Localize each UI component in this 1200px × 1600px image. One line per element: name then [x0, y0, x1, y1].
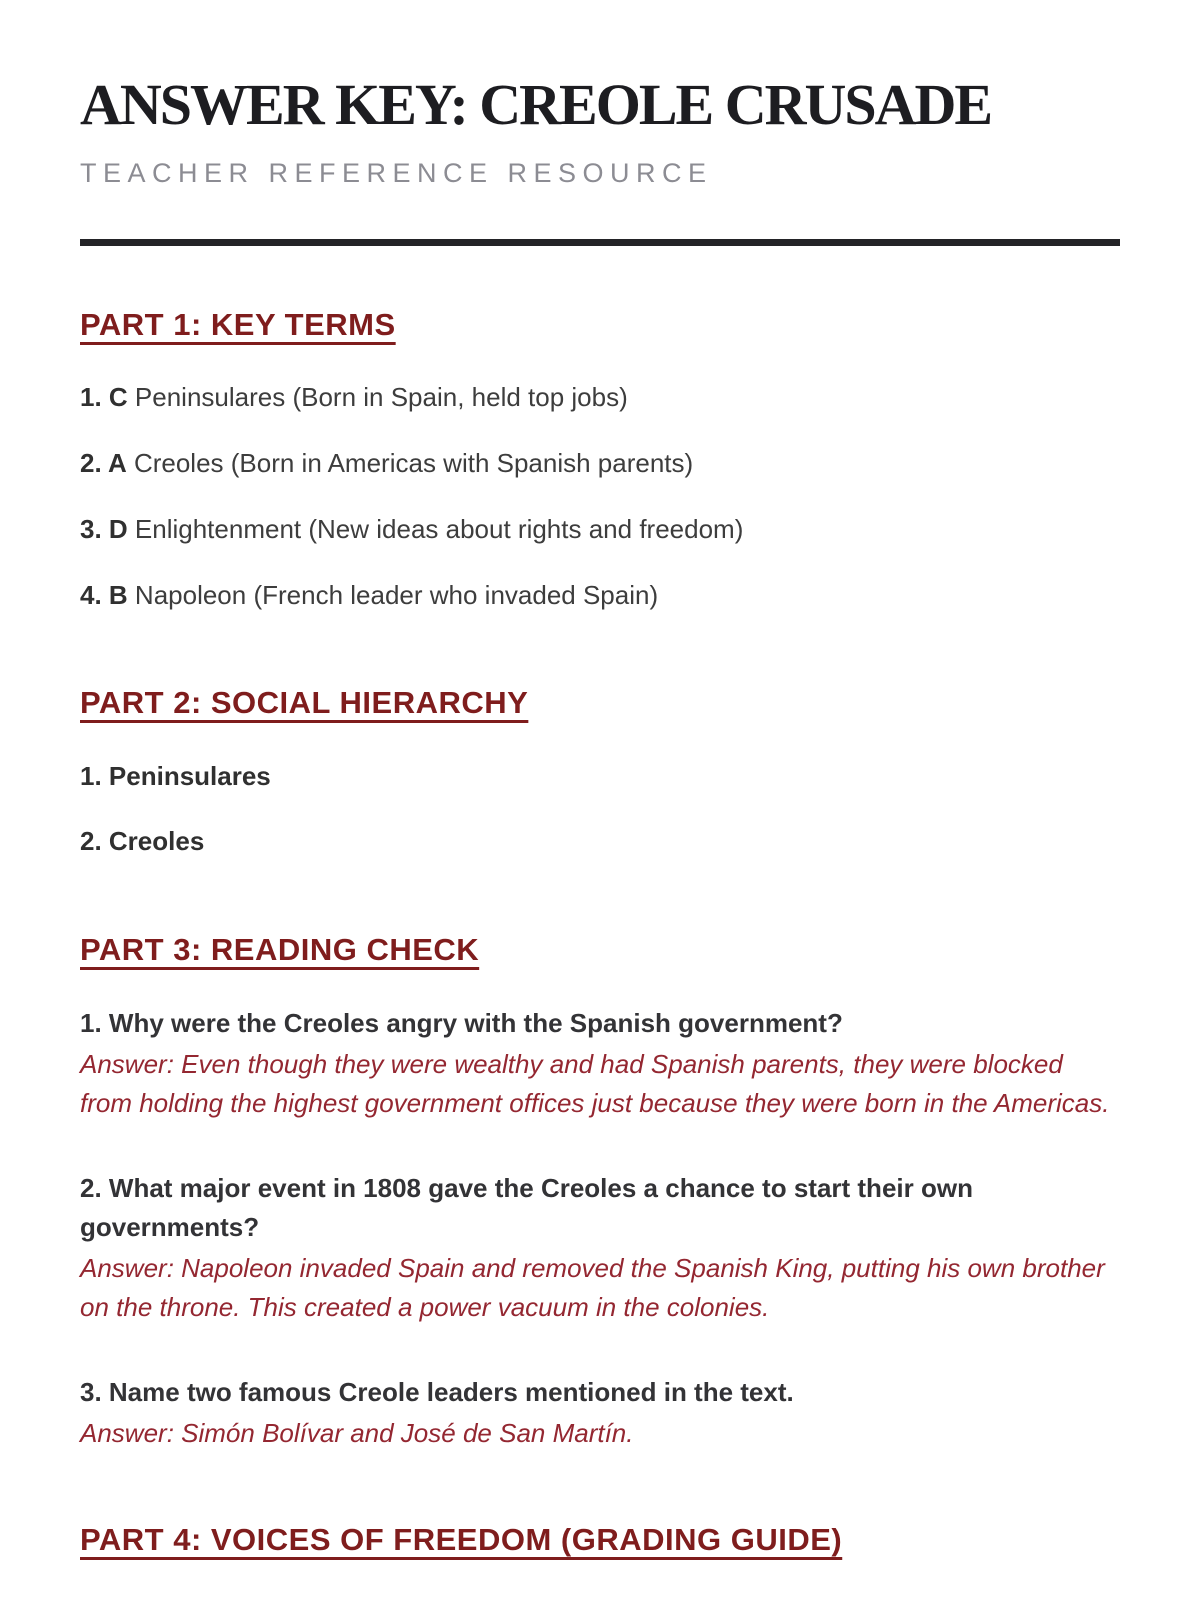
hierarchy-item	[80, 825, 1120, 859]
section-heading-part2: PART 2: SOCIAL HIERARCHY	[80, 685, 529, 721]
key-term-item	[80, 447, 1120, 481]
item-text: Creoles (Born in Americas with Spanish parents)	[126, 447, 694, 478]
answer-text: Answer: Simón Bolívar and José de San Martín.	[80, 1418, 634, 1449]
item-text: 2. Creoles	[80, 826, 205, 857]
key-term-item	[80, 579, 1120, 613]
item-text: Enlightenment (New ideas about rights and freedom)	[127, 513, 744, 544]
answer-text: Answer: Even though they were wealthy and had Spanish parents, they were blocked from holding the highest government offices just because they were born in the Americas.	[80, 1049, 1110, 1119]
section-heading-part4: PART 4: VOICES OF FREEDOM (GRADING GUIDE)	[80, 1522, 843, 1558]
answer-text: Answer: Napoleon invaded Spain and removed the Spanish King, putting his own brother on the throne. This created a power vacuum in the colonies.	[80, 1253, 1105, 1323]
item-text: Napoleon (French leader who invaded Spain)	[127, 579, 659, 610]
key-term-item	[80, 381, 1120, 415]
item-answer-letter: 2. A	[80, 447, 127, 478]
section-part4	[80, 1521, 1120, 1558]
page-subtitle: TEACHER REFERENCE RESOURCE	[80, 158, 713, 188]
qa-block	[80, 1004, 1120, 1123]
item-answer-letter: 4. B	[80, 579, 128, 610]
section-part3	[80, 931, 1120, 1453]
section-part1	[80, 306, 1120, 612]
section-part2	[80, 684, 1120, 859]
item-text: 1. Peninsulares	[80, 760, 271, 791]
item-text: Peninsulares (Born in Spain, held top jobs)	[127, 382, 628, 413]
section-heading-part3: PART 3: READING CHECK	[80, 932, 480, 968]
question-text: 3. Name two famous Creole leaders mentioned in the text.	[80, 1377, 794, 1408]
hierarchy-item	[80, 760, 1120, 794]
qa-block	[80, 1373, 1120, 1453]
question-text: 1. Why were the Creoles angry with the Spanish government?	[80, 1008, 843, 1039]
item-answer-letter: 3. D	[80, 513, 128, 544]
document-page	[0, 72, 1200, 1600]
item-answer-letter: 1. C	[80, 382, 128, 413]
question-text: 2. What major event in 1808 gave the Creoles a chance to start their own governments?	[80, 1173, 973, 1243]
divider-rule	[80, 239, 1120, 246]
qa-block	[80, 1169, 1120, 1327]
key-term-item	[80, 513, 1120, 547]
page-title: ANSWER KEY: CREOLE CRUSADE	[80, 72, 992, 137]
section-heading-part1: PART 1: KEY TERMS	[80, 307, 396, 342]
